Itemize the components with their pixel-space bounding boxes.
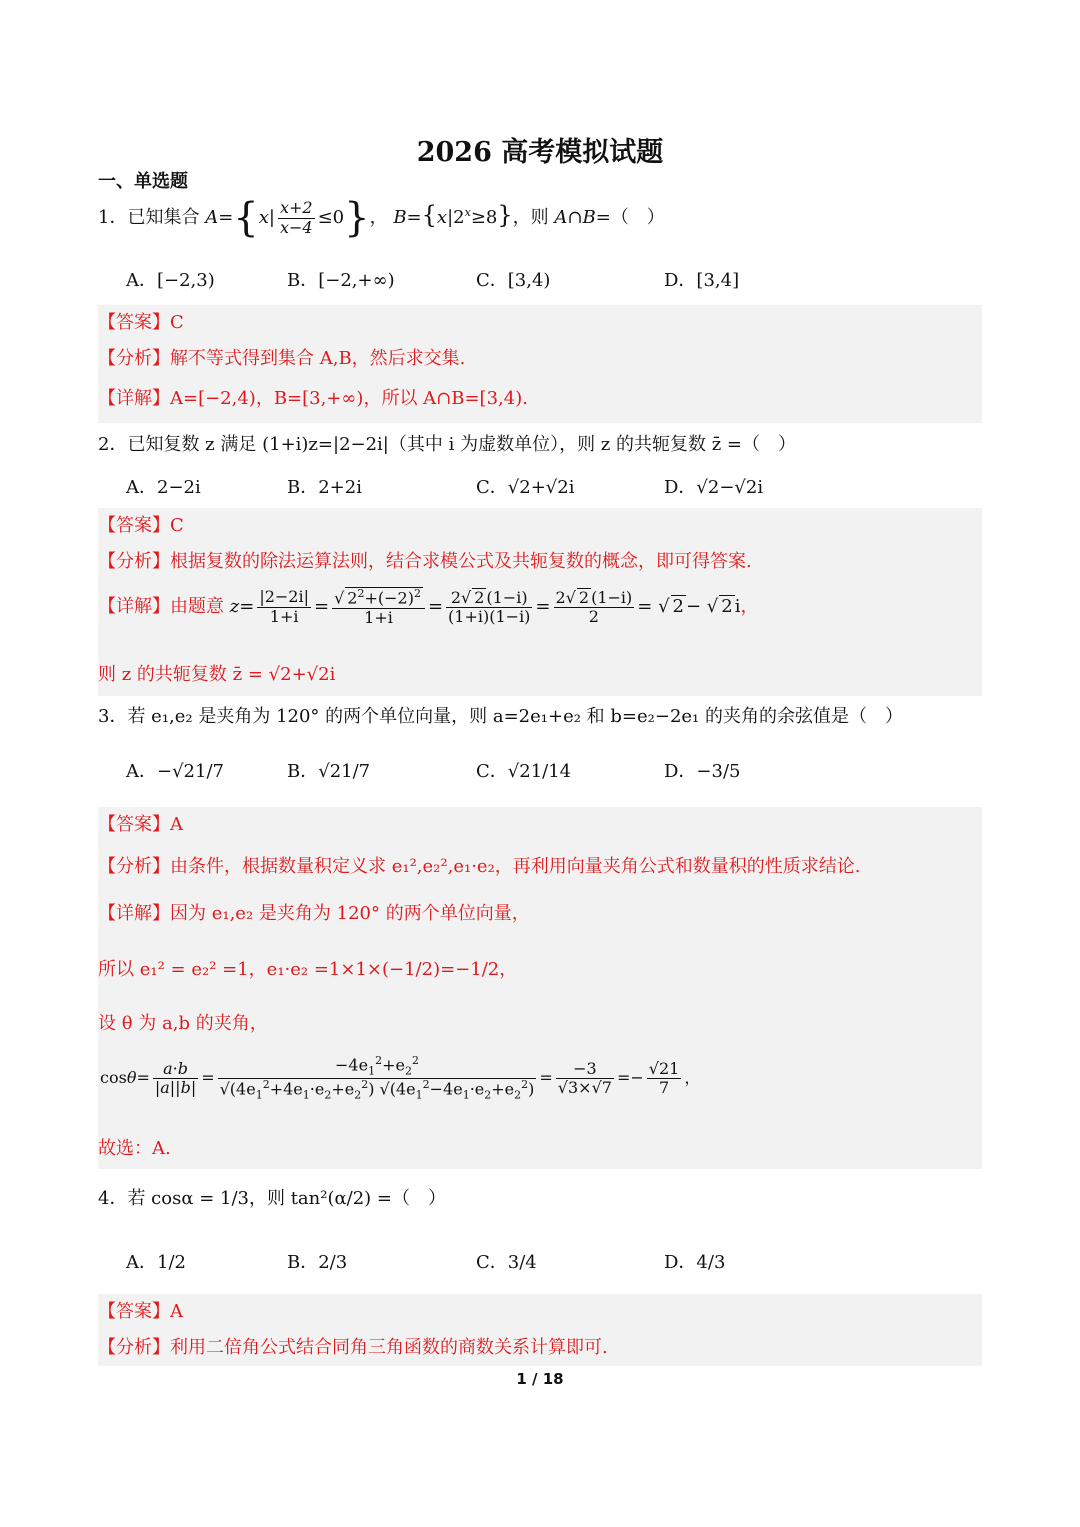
q2-option-b: B．2+2i xyxy=(287,477,362,498)
q2-option-d: D．√2−√2i xyxy=(664,477,764,498)
section-heading: 一、单选题 xyxy=(98,171,188,192)
q3-final: 故选：A. xyxy=(98,1138,171,1159)
q4-analysis: 【分析】利用二倍角公式结合同角三角函数的商数关系计算即可. xyxy=(98,1337,608,1358)
q1-option-a: A．[−2,3) xyxy=(126,270,215,291)
q4-option-b: B．2/3 xyxy=(287,1252,348,1273)
q2-conclusion: 则 z 的共轭复数 z̄ = √2+√2i xyxy=(98,664,336,685)
question-3-stem: 3．若 e₁,e₂ 是夹角为 120° 的两个单位向量，则 a=2e₁+e₂ 和 b=e₂−2e₁ 的夹角的余弦值是（ ） xyxy=(98,706,903,727)
q3-option-c: C．√21/14 xyxy=(476,761,572,782)
page-title: 2026 高考模拟试题 xyxy=(416,137,664,168)
q3-detail: 【详解】因为 e₁,e₂ 是夹角为 120° 的两个单位向量， xyxy=(98,903,530,924)
q3-cos-formula: cosθ= $\frac{a\cdot b}{|a||b|}$ = $\frac{-4e_1^2+e_2^2}{√(4e_1^2+4e_1\cdot e_2+e_2^2) √(4e_1^2-4e_1\cdot e_2+e_2^2)}$ = $\frac{-3}{√3\times√7}$ =− $\frac{√21}{7}$ ， xyxy=(100,1054,701,1102)
q4-answer: 【答案】A xyxy=(98,1301,183,1322)
q1-option-c: C．[3,4) xyxy=(476,270,551,291)
q3-detail-3: 设 θ 为 a,b 的夹角， xyxy=(98,1013,268,1034)
q1-detail: 【详解】A=[−2,4)，B=[3,+∞)，所以 A∩B=[3,4). xyxy=(98,388,528,409)
question-1-stem: 1．已知集合 A={x| $\frac{x+2}{x-4}$ ≤0}， $B=\{x|2^x\ge 8\}$，则 A∩B=（ ） xyxy=(98,195,665,241)
q4-option-c: C．3/4 xyxy=(476,1252,537,1273)
question-4-stem: 4．若 cosα = 1/3，则 tan²(α/2) =（ ） xyxy=(98,1188,446,1209)
q1-stem-prefix: 1．已知集合 xyxy=(98,207,200,228)
q2-option-a: A．2−2i xyxy=(126,477,201,498)
q3-detail-2: 所以 e₁² = e₂² =1，e₁·e₂ =1×1×(−1/2)=−1/2， xyxy=(98,959,518,980)
q3-option-d: D．−3/5 xyxy=(664,761,741,782)
q4-option-d: D．4/3 xyxy=(664,1252,726,1273)
q2-analysis: 【分析】根据复数的除法运算法则，结合求模公式及共轭复数的概念，即可得答案. xyxy=(98,551,752,572)
question-2-stem: 2．已知复数 z 满足 (1+i)z=|2−2i|（其中 i 为虚数单位），则 z 的共轭复数 z̄ =（ ） xyxy=(98,434,797,455)
q1-option-d: D．[3,4] xyxy=(664,270,740,291)
page-number: 1 / 18 xyxy=(516,1370,564,1388)
q4-option-a: A．1/2 xyxy=(126,1252,186,1273)
q1-option-b: B．[−2,+∞) xyxy=(287,270,395,291)
q3-option-b: B．√21/7 xyxy=(287,761,371,782)
q1-analysis: 【分析】解不等式得到集合 A,B，然后求交集. xyxy=(98,348,466,369)
q1-stem-suffix: （ ） xyxy=(610,207,665,228)
q3-option-a: A．−√21/7 xyxy=(126,761,224,782)
q3-answer: 【答案】A xyxy=(98,814,183,835)
q2-answer: 【答案】C xyxy=(98,515,184,536)
q1-stem-mid: ，则 xyxy=(512,207,549,228)
q2-option-c: C．√2+√2i xyxy=(476,477,575,498)
q2-detail: 【详解】由题意 z= $\frac{|2-2i|}{1+i}$ = $\frac{√ 2^2+(-2)^2}{1+i}$ = $\frac{2√ 2 (1-i)}{(1+i)(1-i)}$ = $\frac{2√ 2 (1-i)}{2}$ = √ 2 − √ 2 i， xyxy=(98,587,759,627)
q3-analysis: 【分析】由条件，根据数量积定义求 e₁²,e₂²,e₁·e₂，再利用向量夹角公式和数量积的性质求结论. xyxy=(98,856,861,877)
q1-answer: 【答案】C xyxy=(98,312,184,333)
